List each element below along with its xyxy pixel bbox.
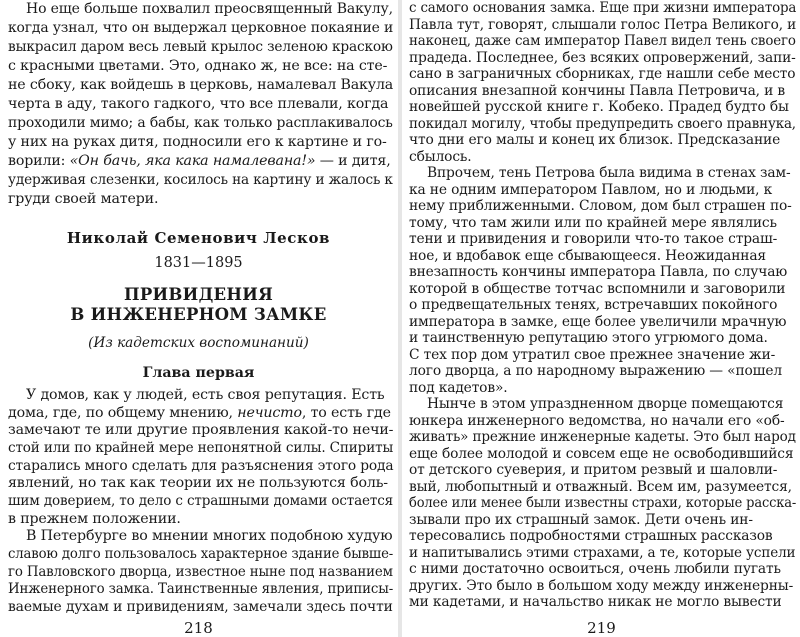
text-line: наконец, даже сам император Павел видел тень своего <box>409 33 796 49</box>
text-line: императора в замке, еще более увеличили мрачную <box>409 313 787 330</box>
text-line: стой или по крайней мере непонятной силы. Спириты <box>8 440 394 456</box>
text-line: С тех пор дом утратил свое прежнее значение жи- <box>409 346 776 363</box>
text-run: дома, где, по общему мнению, <box>8 404 238 421</box>
story-subtitle: (Из кадетских воспоминаний) <box>88 335 309 351</box>
author-years: 1831—1895 <box>154 255 243 271</box>
text-line: явлений, но так как теории их не пользуются боль- <box>8 475 388 492</box>
text-line: груди своей матери. <box>8 191 159 207</box>
text-line: проходили мимо; а бабы, как только расплакивалось <box>8 115 393 131</box>
text-line: еще более молодой и совсем еще не освободившийся <box>409 445 794 462</box>
text-line: и таинственную репутацию этого угрюмого дома. <box>409 330 768 346</box>
text-line: ка не одним императором Павлом, но и людьми, к <box>409 181 773 198</box>
text-line: лого дворца, а по народному выражению — «пошел <box>409 363 782 379</box>
text-line: юнкера инженерного ведомства, но начали его «об- <box>409 412 785 429</box>
text-line <box>8 404 391 423</box>
book-gutter <box>398 0 402 637</box>
text-line: Инженерного замка. Таинственные явления, приписы- <box>8 581 394 598</box>
text-run: ворили: <box>8 153 70 169</box>
story-title-line2: В ИНЖЕНЕРНОМ ЗАМКЕ <box>70 305 327 324</box>
text-line: выкрасил даром весь левый крылос зеленою краскою <box>8 39 393 55</box>
text-line: и напитывались этими страхами, а те, которые успели <box>409 544 796 561</box>
text-line: сано в заграничных сборниках, где нашли себе место <box>409 66 796 82</box>
text-line: тени и привидения и говорили что-то такое страш- <box>409 231 778 247</box>
text-line: шим доверием, то дело с страшными домами остается <box>8 493 394 509</box>
text-line: ми кадетами, и начальство никак не могло вывести <box>409 594 782 610</box>
text-line: Но еще больше похвалил преосвященный Вакулу, <box>26 1 393 17</box>
left-page <box>0 0 397 637</box>
text-line: тому, что там жили или по крайней мере являлись <box>409 214 777 231</box>
text-line: ваемые духам и привидениям, замечали здесь почти <box>8 599 393 615</box>
text-line: прадеда. Последнее, без всяких опровержений, запи- <box>409 49 796 66</box>
text-line: с красными цветами. Это, однако ж, не все: на сте- <box>8 58 388 74</box>
chapter-heading: Глава первая <box>142 365 255 381</box>
text-line: го Павловского дворца, известное ныне под названием <box>8 563 393 580</box>
story-title-line1: ПРИВИДЕНИЯ <box>123 285 274 304</box>
text-line: в прежнем положении. <box>8 510 181 527</box>
text-line: от детского суеверия, и притом резвый и шаловли- <box>409 462 778 478</box>
author-name: Николай Семенович Лесков <box>66 229 331 247</box>
quote-italic: «Он бачь, яка кака намалевана!» <box>69 153 316 169</box>
text-line: когда узнал, что он выдержал церковное покаяние и <box>8 20 394 36</box>
text-line: удерживая слезенки, косилось на картину и жалось к <box>8 172 393 188</box>
text-run: — и дитя, <box>315 153 391 169</box>
text-line: покидал могилу, чтобы предупредить своего правнука, <box>409 115 796 132</box>
text-line: не сбоку, как войдешь в церковь, намалевал Вакула <box>8 77 394 93</box>
text-line: описания внезапной кончины Павла Петровича, и в <box>409 82 786 99</box>
emphasis-italic: нечисто <box>237 404 302 421</box>
text-line: зывали про их страшный замок. Дети очень ин- <box>409 511 753 528</box>
text-line: тересовались подробностями страшных рассказов <box>409 528 773 544</box>
text-line: с ними достаточно освоиться, очень любили пугать <box>409 561 781 577</box>
text-line: о предвещательных тенях, встречавших покойного <box>409 297 778 313</box>
text-line: с самого основания замка. Еще при жизни императора <box>409 0 797 16</box>
text-line: В Петербурге во мнении многих подобною худую <box>26 528 393 545</box>
text-line: под кадетов». <box>409 379 508 396</box>
page-number-right: 219 <box>587 619 616 637</box>
text-run: , то есть где <box>301 404 391 421</box>
text-line: которой в обществе тотчас вспомнили и заговорили <box>409 280 786 297</box>
text-line: Нынче в этом упраздненном дворце помещаются <box>427 396 784 412</box>
right-page <box>403 0 800 637</box>
text-line: сбылось. <box>409 148 472 165</box>
text-line: старались много сделать для разъяснения этого рода <box>8 457 394 474</box>
text-line: ное, и вдобавок еще сбывающееся. Неожиданная <box>409 247 766 264</box>
text-line: внезапность кончины императора Павла, по случаю <box>409 264 788 280</box>
text-line: Впрочем, тень Петрова была видима в стенах зам- <box>427 165 791 181</box>
text-line: черта в аду, такого гадкого, что все плевали, когда <box>8 96 389 112</box>
text-line: новейшей русской книге г. Кобеко. Прадед будто бы <box>409 99 789 115</box>
text-line: славою долго пользовалось характерное здание бывше- <box>8 546 394 562</box>
text-line: нему приближенными. Словом, дом был страшен по- <box>409 198 792 214</box>
text-line <box>8 152 391 171</box>
text-line: замечают те или другие проявления какой-то нечи- <box>8 422 394 439</box>
text-line: что дни его малы и конец их близок. Предсказание <box>409 132 781 148</box>
page-number-left: 218 <box>184 619 213 637</box>
text-line: живать» прежние инженерные кадеты. Это был народ <box>409 429 796 445</box>
text-line: у них на руках дитя, подносили его к картине и го- <box>8 134 387 150</box>
text-line: других. Это было в большом ходу между инженерны- <box>409 577 794 594</box>
text-line: более или менее были известны страхи, которые расска- <box>409 495 797 511</box>
text-line: Павла тут, говорят, слышали голос Петра Великого, и <box>409 16 797 33</box>
text-line: У домов, как у людей, есть своя репутация. Есть <box>26 387 385 403</box>
text-line: вый, любопытный и отважный. Всем им, разумеется, <box>409 478 792 495</box>
